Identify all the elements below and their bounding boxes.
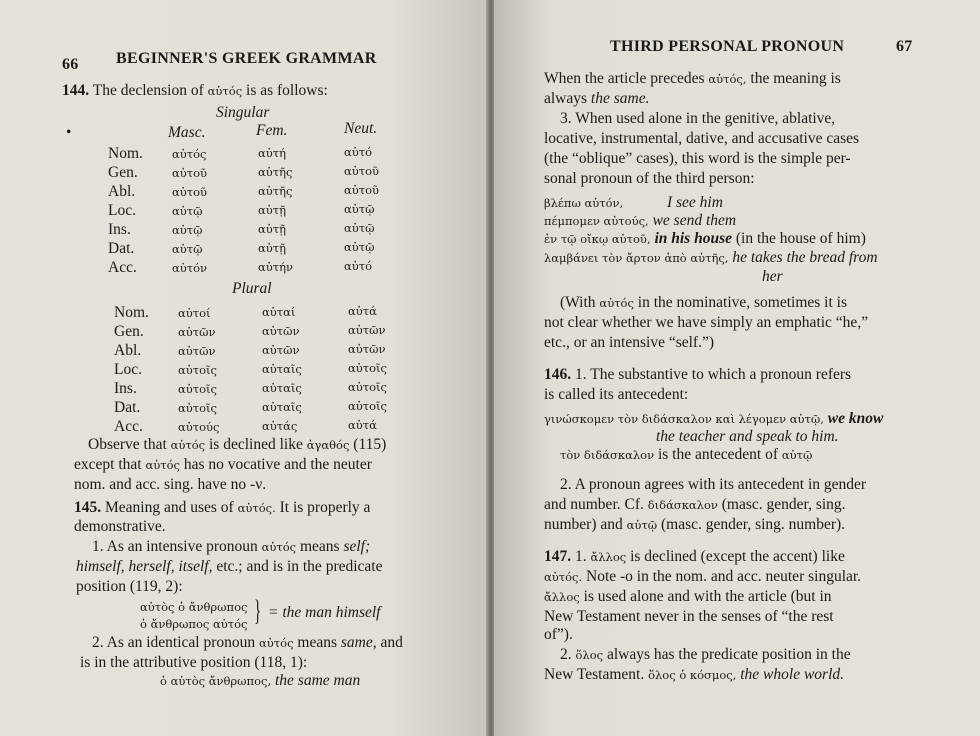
- form-masc: αὐτοῖς: [178, 401, 217, 415]
- form-fem: αὐταί: [262, 305, 296, 319]
- left-page-number: 66: [62, 56, 79, 73]
- gender-header-neut: Neut.: [344, 120, 378, 137]
- case-label: Loc.: [108, 202, 136, 219]
- case-label: Gen.: [108, 164, 138, 181]
- section-number: 147.: [544, 548, 572, 565]
- intensive-line-3: position (119, 2):: [76, 578, 183, 595]
- form-neut: αὐτῷ: [344, 221, 375, 235]
- case-label: Dat.: [108, 240, 135, 257]
- greek-word: ὅλος: [575, 648, 604, 662]
- text: always: [544, 90, 588, 107]
- text: number) and: [544, 516, 623, 533]
- text: New Testament.: [544, 666, 645, 683]
- section-147-line-3: [544, 588, 832, 606]
- singular-label: Singular: [216, 104, 270, 121]
- antecedent-line: is called its antecedent:: [544, 386, 689, 403]
- italic-text: he takes the bread from: [732, 249, 878, 266]
- greek-word: αὐτός: [261, 540, 297, 554]
- form-masc: αὐτοῖς: [178, 382, 217, 396]
- text: (masc. gender, sing.: [721, 496, 846, 513]
- text: is declined (except the accent) like: [630, 548, 845, 565]
- holos-line-1: [560, 646, 851, 664]
- demonstrative-line: demonstrative.: [74, 518, 166, 535]
- gender-header-fem: Fem.: [256, 122, 288, 139]
- section-number: 145.: [74, 499, 102, 516]
- italic-text: we know: [827, 410, 884, 427]
- text: 2. As an identical pronoun: [92, 634, 256, 651]
- greek-word: ἀγαθός: [306, 438, 350, 452]
- text: the meaning is: [750, 70, 841, 87]
- greek-word: ἄλλος: [544, 590, 580, 604]
- observe-line: [88, 436, 386, 454]
- greek-word: λαμβάνει τὸν ἄρτον ἀπὸ αὐτῆς,: [544, 251, 729, 265]
- example-translation-1: = the man himself: [268, 604, 381, 621]
- with-line-3: etc., or an intensive “self.”): [544, 334, 714, 351]
- form-neut: αὐτοῦ: [344, 183, 380, 197]
- identical-line-2: is in the attributive position (118, 1):: [80, 654, 308, 671]
- gender-header-masc: Masc.: [168, 124, 206, 141]
- text: Meaning and uses of: [105, 499, 234, 516]
- italic-text: the whole world.: [740, 666, 845, 683]
- section-147-heading: [544, 548, 845, 566]
- example-c: [544, 230, 866, 248]
- oblique-line-4: sonal pronoun of the third person:: [544, 170, 755, 187]
- section-number: 146.: [544, 366, 572, 383]
- greek-word: αὐτός: [599, 296, 634, 310]
- text: has no vocative and the neuter: [183, 456, 372, 473]
- intensive-line-1: [92, 538, 370, 556]
- form-masc: αὐτῷ: [172, 204, 203, 218]
- form-fem: αὐτῇ: [258, 203, 287, 217]
- text: Observe that: [88, 436, 167, 453]
- example-greek-1: αὐτὸς ὁ ἄνθρωπος: [140, 600, 248, 614]
- greek-word: αὐτός: [170, 438, 206, 452]
- greek-word: αὐτός,: [708, 72, 747, 86]
- oblique-line-3: (the “oblique” cases), this word is the simple per-: [544, 150, 851, 167]
- form-neut: αὐτό: [344, 259, 373, 273]
- holos-line-2: [544, 666, 844, 684]
- case-label: Acc.: [108, 259, 137, 276]
- form-masc: αὐτῷ: [172, 242, 203, 256]
- example-146-line-2: the teacher and speak to him.: [656, 428, 839, 445]
- text: (With: [560, 294, 596, 311]
- case-label: Abl.: [108, 183, 136, 200]
- greek-word: αὐτός: [259, 636, 294, 650]
- except-line: [74, 456, 372, 474]
- example-greek-2: ὁ ἄνθρωπος αὐτός: [140, 617, 248, 631]
- form-neut: αὐτό: [344, 145, 373, 159]
- case-label: Nom.: [108, 145, 143, 162]
- form-masc: αὐτῷ: [172, 223, 203, 237]
- right-page-number: 67: [896, 38, 913, 55]
- text: The declension of: [92, 82, 204, 99]
- agreement-line-2: [544, 496, 846, 514]
- example-146-line-1: [544, 410, 883, 428]
- intensive-line-2: [76, 558, 383, 576]
- italic-text: himself, herself, itself,: [76, 558, 213, 575]
- form-neut: αὐτά: [348, 304, 377, 318]
- section-145-heading: [74, 499, 370, 517]
- greek-word: ὅλος ὁ κόσμος,: [648, 668, 737, 682]
- form-fem: αὐτῶν: [262, 343, 300, 357]
- text: means: [299, 538, 340, 555]
- oblique-line-2: locative, instrumental, dative, and accusative cases: [544, 130, 860, 147]
- italic-text: we send them: [652, 212, 737, 229]
- text: 1. The substantive to which a pronoun refers: [575, 366, 852, 383]
- greek-word: αὐτῷ: [626, 518, 658, 532]
- text: is used alone and with the article (but in: [583, 588, 832, 605]
- section-147-line-5: of”).: [544, 626, 573, 643]
- text: Note -ο in the nom. and acc. neuter singular.: [586, 568, 862, 585]
- right-running-head: THIRD PERSONAL PRONOUN: [610, 38, 845, 55]
- greek-word: ὁ αὐτὸς ἄνθρωπος,: [160, 674, 272, 688]
- text: (masc. gender, sing. number).: [661, 516, 846, 533]
- italic-text: self;: [343, 538, 371, 555]
- case-label: Nom.: [114, 304, 149, 321]
- case-label: Dat.: [114, 399, 141, 416]
- form-fem: αὐτή: [258, 146, 287, 160]
- form-masc: αὐτοῦ: [172, 185, 208, 199]
- form-neut: αὐτῶν: [348, 342, 386, 356]
- text: except that: [74, 456, 142, 473]
- form-masc: αὐτοῖς: [178, 363, 217, 377]
- greek-word: πέμπομεν αὐτούς,: [544, 214, 649, 228]
- example-a: [544, 194, 723, 212]
- case-label: Acc.: [114, 418, 143, 435]
- plural-label: Plural: [232, 280, 272, 297]
- example-b: [544, 212, 736, 230]
- form-fem: αὐτάς: [262, 419, 298, 433]
- form-masc: αὐτῶν: [178, 325, 216, 339]
- case-label: Ins.: [114, 380, 137, 397]
- oblique-line-1: 3. When used alone in the genitive, ablative,: [560, 110, 836, 127]
- form-fem: αὐταῖς: [262, 362, 302, 376]
- form-neut: αὐτοῖς: [348, 399, 387, 413]
- form-fem: αὐτῆς: [258, 184, 293, 198]
- text: is declined like: [209, 436, 303, 453]
- greek-word: διδάσκαλον: [647, 498, 718, 512]
- greek-word: αὐτός: [207, 84, 243, 98]
- text: When the article precedes: [544, 70, 705, 87]
- right-page: [494, 0, 980, 736]
- form-masc: αὐτός: [172, 147, 207, 161]
- text: 1.: [575, 548, 587, 565]
- case-label: Gen.: [114, 323, 144, 340]
- text: in the nominative, sometimes it is: [637, 294, 848, 311]
- text: means: [297, 634, 337, 651]
- text: and: [380, 634, 403, 651]
- form-neut: αὐτοῦ: [344, 164, 380, 178]
- italic-text: the same man: [275, 672, 361, 689]
- form-fem: αὐτήν: [258, 260, 293, 274]
- form-fem: αὐτῆς: [258, 165, 293, 179]
- text: 1. As an intensive pronoun: [92, 538, 258, 555]
- greek-word: τὸν διδάσκαλον: [560, 448, 655, 462]
- text: (in the house of him): [735, 230, 866, 247]
- form-neut: αὐτῶν: [348, 323, 386, 337]
- case-label: Loc.: [114, 361, 142, 378]
- greek-word: αὐτός: [145, 458, 180, 472]
- with-line-1: [560, 294, 847, 312]
- form-neut: αὐτῷ: [344, 202, 375, 216]
- form-masc: αὐτοῦ: [172, 166, 208, 180]
- article-line-2: [544, 90, 649, 108]
- left-running-head: BEGINNER'S GREEK GRAMMAR: [116, 50, 377, 67]
- text: etc.; and is in the predicate: [216, 558, 383, 575]
- agreement-line-3: [544, 516, 845, 534]
- form-fem: αὐταῖς: [262, 381, 302, 395]
- greek-word: βλέπω αὐτόν,: [544, 196, 624, 210]
- form-fem: αὐτῇ: [258, 241, 287, 255]
- agreement-line-1: 2. A pronoun agrees with its antecedent in gender: [560, 476, 867, 493]
- case-label: Abl.: [114, 342, 142, 359]
- form-masc: αὐτῶν: [178, 344, 216, 358]
- form-fem: αὐτῇ: [258, 222, 287, 236]
- bullet: •: [66, 124, 72, 141]
- identical-line-1: [92, 634, 403, 652]
- nom-acc-line: nom. and acc. sing. have no -ν.: [74, 476, 267, 493]
- greek-word: αὐτῷ: [781, 448, 813, 462]
- left-page: [0, 0, 488, 736]
- greek-word: ἄλλος: [590, 550, 627, 564]
- italic-text: the same.: [590, 90, 650, 107]
- italic-text: I see him: [666, 194, 723, 211]
- section-144-heading: [62, 82, 328, 100]
- example-d: [544, 249, 878, 267]
- example-d-continued: her: [762, 268, 783, 285]
- form-fem: αὐταῖς: [262, 400, 302, 414]
- section-number: 144.: [62, 82, 90, 99]
- greek-word: γινώσκομεν τὸν διδάσκαλον καὶ λέγομεν αὐτῷ,: [544, 412, 824, 426]
- form-masc: αὐτόν: [172, 261, 208, 275]
- form-fem: αὐτῶν: [262, 324, 300, 338]
- form-masc: αὐτούς: [178, 420, 220, 434]
- section-147-line-4: New Testament never in the senses of “the rest: [544, 608, 834, 625]
- form-masc: αὐτοί: [178, 306, 211, 320]
- form-neut: αὐτά: [348, 418, 377, 432]
- case-label: Ins.: [108, 221, 131, 238]
- form-neut: αὐτοῖς: [348, 361, 387, 375]
- text: It is properly a: [279, 499, 371, 516]
- text: always has the predicate position in the: [606, 646, 851, 663]
- text: is as follows:: [246, 82, 328, 99]
- text: (115): [353, 436, 387, 453]
- text: is the antecedent of: [657, 446, 779, 463]
- text: 2.: [560, 646, 572, 663]
- section-146-heading: [544, 366, 851, 384]
- example-2: [160, 672, 360, 690]
- greek-word: ἐν τῷ οἴκῳ αὐτοῦ,: [544, 232, 651, 246]
- with-line-2: not clear whether we have simply an emphatic “he,”: [544, 314, 869, 331]
- text: and number. Cf.: [544, 496, 644, 513]
- article-line-1: [544, 70, 841, 88]
- greek-word: αὐτός.: [237, 501, 276, 515]
- brace: }: [254, 594, 262, 627]
- italic-text: in his house: [654, 230, 732, 247]
- italic-text: same,: [340, 634, 377, 651]
- greek-word: αὐτός.: [544, 570, 583, 584]
- form-neut: αὐτῷ: [344, 240, 375, 254]
- form-neut: αὐτοῖς: [348, 380, 387, 394]
- example-146-line-3: [560, 446, 812, 464]
- section-147-line-2: [544, 568, 861, 586]
